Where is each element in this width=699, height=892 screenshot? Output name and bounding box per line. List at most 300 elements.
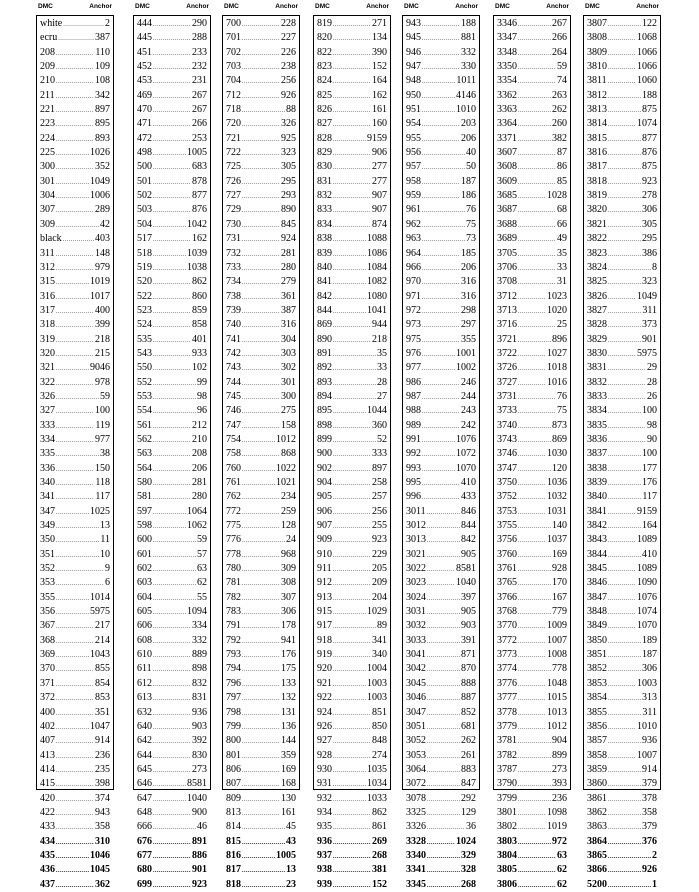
dmc-code: 950	[406, 89, 421, 101]
anchor-code: 1084	[367, 261, 387, 273]
dot-leader	[427, 764, 460, 777]
thread-column	[222, 15, 300, 890]
dmc-code: 3032	[406, 620, 426, 632]
anchor-code: 188	[642, 89, 657, 101]
anchor-code: 1001	[456, 347, 476, 359]
dot-leader	[518, 47, 551, 60]
table-row	[40, 849, 110, 863]
anchor-code: 152	[372, 61, 387, 73]
table-row	[406, 146, 476, 160]
dot-leader	[56, 879, 94, 892]
dmc-code: 780	[226, 563, 241, 575]
anchor-code: 968	[281, 548, 296, 560]
dot-leader	[427, 649, 460, 662]
anchor-code: 278	[642, 190, 657, 202]
anchor-code: 886	[192, 849, 207, 861]
anchor-code: 379	[642, 778, 657, 790]
anchor-code: 178	[281, 620, 296, 632]
table-row	[497, 247, 567, 261]
table-row	[406, 247, 476, 261]
table-row	[317, 17, 387, 31]
table-row	[137, 863, 207, 877]
dmc-code: 3822	[587, 233, 607, 245]
dmc-code: 3608	[497, 161, 517, 173]
table-row	[497, 304, 567, 318]
table-row	[226, 347, 296, 361]
dmc-code: 776	[226, 534, 241, 546]
table-row	[317, 605, 387, 619]
anchor-code: 907	[372, 204, 387, 216]
dmc-code: 976	[406, 347, 421, 359]
anchor-code: 392	[192, 735, 207, 747]
dot-leader	[56, 377, 94, 390]
table-row	[40, 835, 110, 849]
anchor-code: 936	[192, 706, 207, 718]
table-row	[587, 376, 657, 390]
dot-leader	[422, 75, 455, 88]
table-row	[137, 333, 207, 347]
anchor-code: 100	[642, 405, 657, 417]
dmc-code: 932	[317, 792, 332, 804]
dot-leader	[422, 18, 460, 31]
table-row	[587, 777, 657, 791]
dot-leader	[608, 248, 641, 261]
anchor-code: 310	[95, 835, 110, 847]
dmc-code: 369	[40, 649, 55, 661]
dot-leader	[518, 348, 546, 361]
dmc-code: 775	[226, 520, 241, 532]
table-row	[317, 662, 387, 676]
dot-leader	[153, 32, 191, 45]
dmc-code: 642	[137, 735, 152, 747]
anchor-code: 288	[192, 32, 207, 44]
dot-leader	[333, 161, 371, 174]
anchor-code: 1080	[367, 290, 387, 302]
anchor-code: 1007	[547, 634, 567, 646]
dmc-code: 3828	[587, 319, 607, 331]
table-row	[497, 318, 567, 332]
table-row	[587, 677, 657, 691]
dmc-code: 3326	[406, 821, 426, 833]
table-row	[406, 476, 476, 490]
dmc-code: 3807	[587, 18, 607, 29]
anchor-code: 877	[642, 132, 657, 144]
table-row	[137, 390, 207, 404]
dot-leader	[518, 405, 556, 418]
dot-leader	[422, 161, 465, 174]
dmc-code: 3852	[587, 663, 607, 675]
dot-leader	[608, 477, 641, 490]
dmc-code: 3833	[587, 390, 607, 402]
table-row	[40, 117, 110, 131]
dmc-code: 702	[226, 46, 241, 58]
table-row	[497, 562, 567, 576]
table-row	[40, 634, 110, 648]
dot-leader	[56, 620, 94, 633]
anchor-code: 266	[192, 118, 207, 130]
table-row	[226, 203, 296, 217]
dmc-code: 701	[226, 32, 241, 44]
anchor-code: 264	[552, 46, 567, 58]
anchor-code: 205	[372, 563, 387, 575]
dmc-code: 703	[226, 61, 241, 73]
dmc-code: 3753	[497, 505, 517, 517]
dot-leader	[242, 577, 280, 590]
dot-leader	[153, 291, 191, 304]
dot-leader	[518, 606, 551, 619]
dot-leader	[422, 276, 460, 289]
dot-leader	[153, 520, 186, 533]
table-row	[40, 419, 110, 433]
dot-leader	[333, 491, 371, 504]
anchor-code: 907	[372, 190, 387, 202]
dmc-code: 415	[40, 778, 55, 790]
dmc-code: 350	[40, 534, 55, 546]
anchor-code: 1070	[637, 620, 657, 632]
dmc-code: 3801	[497, 806, 517, 818]
anchor-code: 1089	[637, 534, 657, 546]
anchor-code: 13	[100, 520, 110, 532]
table-row	[137, 605, 207, 619]
anchor-code: 387	[95, 32, 110, 44]
dmc-code: 3363	[497, 104, 517, 116]
dot-leader	[56, 262, 94, 275]
dmc-code: 989	[406, 419, 421, 431]
table-row	[317, 706, 387, 720]
table-row	[587, 490, 657, 504]
anchor-code: 168	[281, 778, 296, 790]
dmc-code: 3845	[587, 563, 607, 575]
dot-leader	[427, 778, 460, 791]
table-row	[226, 792, 296, 806]
column-header	[495, 3, 573, 13]
dmc-code: 352	[40, 563, 55, 575]
dmc-code: 732	[226, 247, 241, 259]
dot-leader	[58, 32, 94, 45]
anchor-code: 144	[281, 735, 296, 747]
anchor-code: 206	[461, 261, 476, 273]
table-row	[587, 734, 657, 748]
table-row	[40, 404, 110, 418]
table-row	[137, 419, 207, 433]
dmc-code: 826	[317, 104, 332, 116]
dmc-code: 3802	[497, 821, 517, 833]
table-row	[406, 74, 476, 88]
anchor-code: 214	[95, 634, 110, 646]
table-row	[497, 806, 567, 820]
anchor-code: 401	[192, 333, 207, 345]
anchor-code: 62	[557, 878, 567, 890]
dmc-code: 316	[40, 290, 55, 302]
anchor-code: 298	[461, 304, 476, 316]
anchor-code: 977	[95, 433, 110, 445]
dot-leader	[518, 577, 551, 590]
dot-leader	[153, 434, 191, 447]
dot-leader	[608, 692, 641, 705]
anchor-code: 89	[377, 620, 387, 632]
anchor-code: 681	[461, 720, 476, 732]
table-row	[587, 132, 657, 146]
dot-leader	[427, 549, 460, 562]
table-row	[406, 605, 476, 619]
dmc-code: 407	[40, 735, 55, 747]
dot-leader	[56, 793, 94, 806]
column-header	[585, 3, 663, 13]
anchor-code: 307	[281, 591, 296, 603]
dot-leader	[333, 276, 366, 289]
dmc-code: 959	[406, 190, 421, 202]
anchor-code: 382	[552, 132, 567, 144]
dmc-code: 738	[226, 290, 241, 302]
dmc-code: 523	[137, 304, 152, 316]
table-row	[40, 275, 110, 289]
table-row	[406, 17, 476, 31]
dmc-code: 761	[226, 477, 241, 488]
dmc-code: 3855	[587, 706, 607, 718]
dmc-code: 838	[317, 233, 332, 245]
dmc-code: 602	[137, 563, 152, 575]
dot-leader	[242, 176, 280, 189]
anchor-code: 169	[281, 763, 296, 775]
table-row	[497, 763, 567, 777]
dot-leader	[518, 520, 551, 533]
dmc-code: 3854	[587, 692, 607, 704]
dot-leader	[242, 864, 285, 877]
dot-leader	[427, 506, 460, 519]
dot-leader	[608, 147, 641, 160]
dmc-code: 3821	[587, 218, 607, 230]
dmc-code: 928	[317, 749, 332, 761]
anchor-code: 228	[281, 18, 296, 29]
table-row	[317, 175, 387, 189]
anchor-code: 4146	[456, 89, 476, 101]
anchor-code: 273	[192, 763, 207, 775]
dot-leader	[608, 118, 636, 131]
anchor-code: 9159	[367, 132, 387, 144]
table-row	[317, 89, 387, 103]
dot-leader	[56, 663, 94, 676]
dot-leader	[333, 362, 376, 375]
dot-leader	[56, 735, 94, 748]
anchor-code: 1046	[90, 849, 110, 861]
anchor-code: 901	[192, 864, 207, 876]
dot-leader	[333, 133, 366, 146]
dmc-code: 747	[226, 419, 241, 431]
dot-leader	[242, 635, 280, 648]
anchor-code: 1068	[637, 32, 657, 44]
anchor-code: 875	[642, 161, 657, 173]
dmc-code: 727	[226, 190, 241, 202]
anchor-code: 1019	[90, 276, 110, 288]
dmc-code: 564	[137, 462, 152, 474]
dot-leader	[608, 32, 636, 45]
dmc-code: 792	[226, 634, 241, 646]
table-row	[406, 519, 476, 533]
dmc-code: 798	[226, 706, 241, 718]
table-row	[497, 103, 567, 117]
dot-leader	[518, 118, 551, 131]
dmc-code: 911	[317, 563, 332, 575]
anchor-code: 1015	[547, 692, 567, 704]
dot-leader	[153, 692, 191, 705]
dot-leader	[427, 850, 460, 863]
table-row	[137, 677, 207, 691]
table-row	[226, 462, 296, 476]
dot-leader	[153, 90, 191, 103]
table-row	[40, 103, 110, 117]
dmc-code: 3770	[497, 620, 517, 632]
anchor-code: 262	[461, 735, 476, 747]
dot-leader	[333, 836, 371, 849]
dmc-code: 3808	[587, 32, 607, 44]
dmc-code: 721	[226, 132, 241, 144]
dot-leader	[518, 592, 551, 605]
dot-leader	[333, 506, 371, 519]
dmc-code: 957	[406, 161, 421, 173]
dot-leader	[608, 405, 641, 418]
dmc-code: 778	[226, 548, 241, 560]
dot-leader	[153, 420, 191, 433]
dot-leader	[608, 764, 641, 777]
dot-leader	[153, 405, 196, 418]
dot-leader	[422, 204, 465, 217]
anchor-code: 888	[461, 677, 476, 689]
anchor-code: 132	[281, 692, 296, 704]
dot-leader	[518, 563, 551, 576]
anchor-code: 876	[192, 204, 207, 216]
table-row	[587, 720, 657, 734]
anchor-code: 176	[281, 649, 296, 661]
dmc-code: 841	[317, 276, 332, 288]
anchor-code: 1082	[367, 276, 387, 288]
table-row	[317, 419, 387, 433]
anchor-code: 332	[461, 46, 476, 58]
table-row	[406, 505, 476, 519]
dot-leader	[242, 821, 285, 834]
table-row	[587, 17, 657, 31]
dot-leader	[153, 477, 191, 490]
anchor-code: 323	[642, 276, 657, 288]
table-row	[406, 160, 476, 174]
anchor-code: 1036	[547, 477, 567, 488]
dot-leader	[422, 362, 455, 375]
dot-leader	[153, 262, 186, 275]
dot-leader	[608, 176, 641, 189]
anchor-code: 289	[95, 204, 110, 216]
anchor-header: Anchor	[186, 3, 209, 10]
dot-leader	[333, 348, 376, 361]
anchor-code: 246	[461, 376, 476, 388]
dot-leader	[153, 61, 191, 74]
dmc-code: 743	[226, 362, 241, 374]
dot-leader	[153, 219, 186, 232]
table-row	[226, 160, 296, 174]
table-row	[406, 576, 476, 590]
table-row	[406, 447, 476, 461]
table-row	[587, 562, 657, 576]
anchor-code: 399	[95, 319, 110, 331]
dmc-code: 3830	[587, 347, 607, 359]
anchor-code: 33	[557, 261, 567, 273]
dot-leader	[608, 534, 636, 547]
dot-leader	[153, 678, 191, 691]
anchor-code: 374	[95, 792, 110, 804]
table-row	[406, 662, 476, 676]
anchor-code: 75	[557, 405, 567, 417]
anchor-code: 215	[95, 347, 110, 359]
anchor-code: 66	[557, 218, 567, 230]
anchor-code: 862	[192, 276, 207, 288]
dmc-code: 524	[137, 319, 152, 331]
dot-leader	[153, 75, 191, 88]
dmc-code: 552	[137, 376, 152, 388]
dmc-code: 370	[40, 663, 55, 675]
table-row	[406, 548, 476, 562]
table-row	[137, 290, 207, 304]
anchor-code: 75	[466, 218, 476, 230]
dot-leader	[608, 18, 641, 31]
dot-leader	[242, 262, 280, 275]
dot-leader	[56, 463, 94, 476]
table-row	[497, 591, 567, 605]
anchor-code: 859	[192, 304, 207, 316]
dmc-code: 904	[317, 477, 332, 488]
dmc-code: 3825	[587, 276, 607, 288]
dmc-code: 3782	[497, 749, 517, 761]
dot-leader	[63, 18, 104, 31]
dot-leader	[333, 319, 371, 332]
dmc-code: 809	[226, 792, 241, 804]
table-row	[137, 777, 207, 791]
table-row	[497, 160, 567, 174]
dmc-code: 3827	[587, 304, 607, 316]
dot-leader	[56, 764, 94, 777]
dmc-code: 935	[317, 821, 332, 833]
dot-leader	[518, 879, 556, 892]
dmc-code: 730	[226, 218, 241, 230]
dmc-code: 3836	[587, 433, 607, 445]
table-row	[317, 691, 387, 705]
dot-leader	[153, 305, 191, 318]
dot-leader	[56, 133, 94, 146]
table-row	[587, 31, 657, 45]
dot-leader	[153, 506, 186, 519]
table-row	[40, 290, 110, 304]
anchor-code: 330	[461, 61, 476, 73]
table-row	[317, 290, 387, 304]
anchor-code: 62	[197, 577, 207, 589]
dot-leader	[56, 47, 94, 60]
dmc-code: 742	[226, 347, 241, 359]
anchor-code: 877	[192, 190, 207, 202]
anchor-code: 9	[105, 563, 110, 575]
dmc-code: 3843	[587, 534, 607, 546]
dot-leader	[56, 348, 94, 361]
anchor-code: 362	[95, 878, 110, 890]
dot-leader	[518, 692, 546, 705]
table-row	[317, 634, 387, 648]
dmc-code: 939	[317, 878, 332, 890]
table-row	[226, 820, 296, 834]
anchor-code: 1090	[637, 577, 657, 589]
dot-leader	[153, 448, 191, 461]
dot-leader	[153, 47, 191, 60]
table-row	[137, 619, 207, 633]
table-row	[587, 175, 657, 189]
anchor-code: 267	[192, 89, 207, 101]
table-row	[40, 74, 110, 88]
anchor-code: 8581	[456, 563, 476, 575]
